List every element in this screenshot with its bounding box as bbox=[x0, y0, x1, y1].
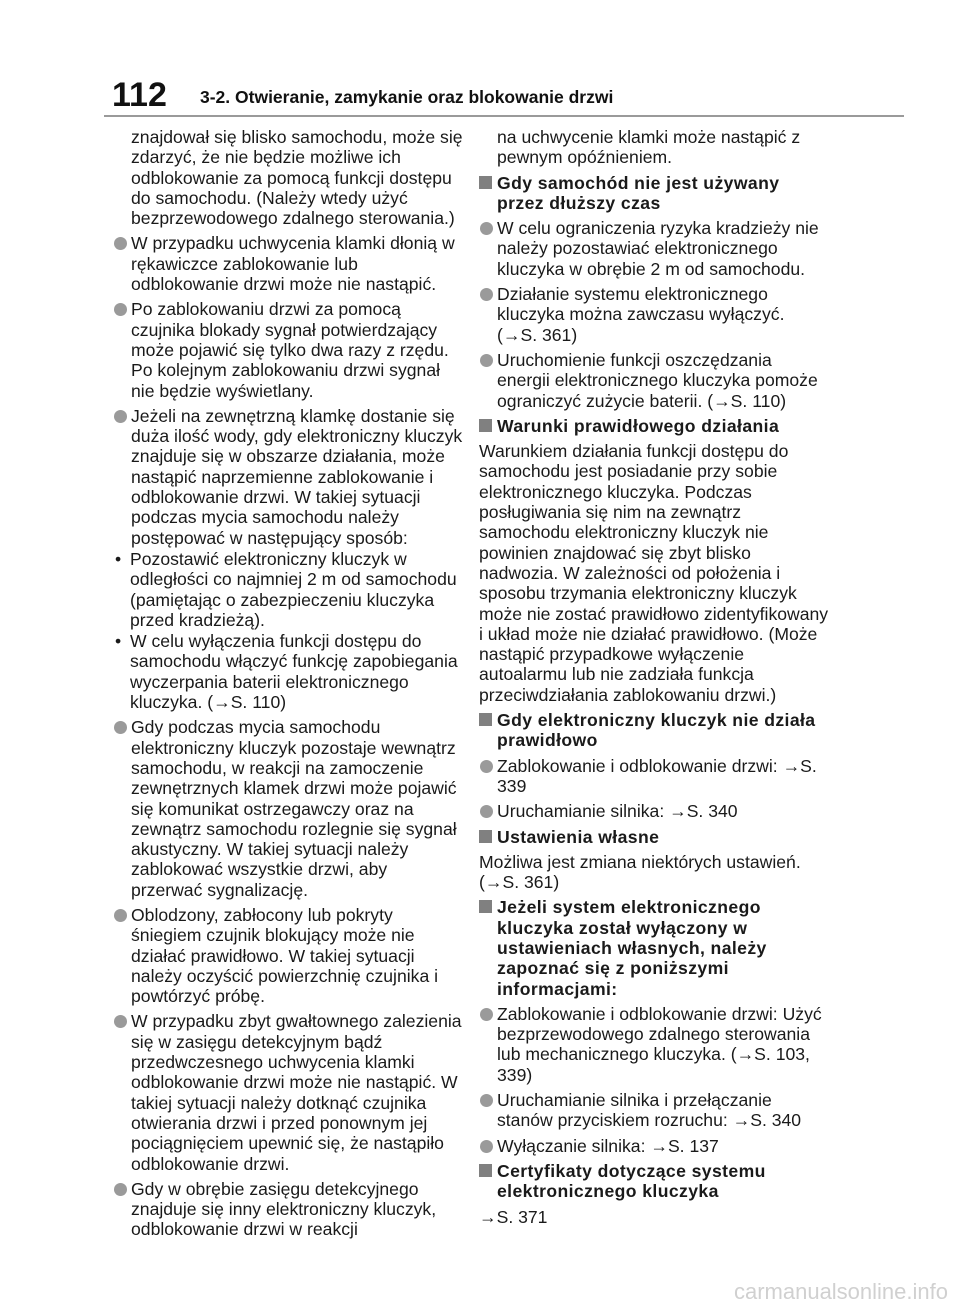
bullet-icon bbox=[480, 760, 493, 773]
body-paragraph: Warunkiem działania funkcji dostępu do samochodu jest posiadanie przy sobie elektronicznego kluczyka. Podczas posługiwania się nim na zewnątrz samochodu elektroniczny kluczyk nie powinien znajdować się zbyt blisko nadwozia. W zależności od położenia i sposobu trzymania elektroniczny kluczyk może nie zostać prawidłowo zidentyfikowany i układ może nie działać prawidłowo. (Może nastąpić przypadkowe wyłączenie autoalarmu lub nie zadziała funkcja przeciwdziałania zablokowaniu drzwi.) bbox=[479, 441, 829, 705]
bullet-text: Uruchomienie funkcji oszczędzania energii elektronicznego kluczyka pomoże ograniczyć zużycie baterii. (→S. 110) bbox=[497, 349, 818, 411]
page-header bbox=[0, 0, 960, 120]
heading-square-icon bbox=[479, 1164, 492, 1177]
heading-square-icon bbox=[479, 713, 492, 726]
heading-text: Gdy elektroniczny kluczyk nie działa prawidłowo bbox=[497, 710, 816, 751]
bullet-text: Gdy podczas mycia samochodu elektroniczny kluczyk pozostaje wewnątrz samochodu, w reakcji na zamoczenie zewnętrznych klamek drzwi może pojawić się komunikat ostrzegawczy oraz na zewnątrz samochodu rozlegnie się sygnał akustyczny. W takiej sytuacji należy zablokować wszystkie drzwi, aby przerwać sygnalizację. bbox=[131, 717, 457, 900]
heading-text: Certyfikaty dotyczące systemu elektronicznego kluczyka bbox=[497, 1160, 766, 1202]
bullet-icon bbox=[480, 805, 493, 818]
section-heading bbox=[479, 1161, 829, 1202]
continued-paragraph: na uchwycenie klamki może nastąpić z pewnym opóźnieniem. bbox=[497, 127, 801, 168]
sub-bullet-text: W celu wyłączenia funkcji dostępu do samochodu włączyć funkcję zapobiegania wyczerpania baterii elektronicznego kluczyka. (→S. 110) bbox=[130, 631, 458, 713]
heading-text: Jeżeli system elektronicznego kluczyka został wyłączony w ustawieniach własnych, należy zapoznać się z poniższymi informacjami: bbox=[497, 897, 767, 999]
bullet-item bbox=[113, 1011, 463, 1173]
bullet-item bbox=[113, 717, 463, 900]
section-heading bbox=[479, 710, 829, 751]
bullet-text: W przypadku zbyt gwałtownego zalezienia się w zasięgu detekcyjnym bądź przedwczesnego uchwycenia klamki odblokowanie drzwi może nie nastąpić. W takiej sytuacji należy dotknąć czujnika otwierania drzwi i przed ponownym jej pociągnięciem upewnić się, że nastąpiło odblokowanie drzwi. bbox=[131, 1011, 462, 1174]
body-paragraph: →S. 371 bbox=[479, 1206, 548, 1227]
bullet-item bbox=[113, 233, 463, 294]
sub-bullet-marker: • bbox=[115, 548, 122, 569]
bullet-text: Uruchamianie silnika i przełączanie stanów przyciskiem rozruchu: →S. 340 bbox=[497, 1090, 802, 1131]
section-heading bbox=[479, 416, 829, 436]
bullet-text: Zablokowanie i odblokowanie drzwi: →S. 339 bbox=[497, 755, 817, 796]
sub-bullet-item bbox=[113, 549, 463, 630]
sub-bullet-text: Pozostawić elektroniczny kluczyk w odległości co najmniej 2 m od samochodu (pamiętając o zabezpieczeniu kluczyka przed kradzieżą). bbox=[130, 548, 457, 630]
header-divider bbox=[104, 115, 904, 117]
bullet-text: W przypadku uchwycenia klamki dłonią w rękawiczce zablokowanie lub odblokowanie drzwi może nie nastąpić. bbox=[131, 233, 455, 295]
left-column bbox=[113, 127, 463, 1245]
bullet-item bbox=[113, 299, 463, 400]
right-column bbox=[479, 127, 829, 1232]
bullet-text: Oblodzony, zabłocony lub pokryty śniegiem czujnik blokujący może nie działać prawidłowo. W takiej sytuacji należy oczyścić powierzchnię czujnika i powtórzyć próbę. bbox=[131, 904, 439, 1007]
bullet-icon bbox=[480, 354, 493, 367]
bullet-icon bbox=[114, 410, 127, 423]
bullet-text: Po zablokowaniu drzwi za pomocą czujnika blokady sygnał potwierdzający może pojawić się tylko dwa razy z rzędu. Po kolejnym zablokowaniu drzwi sygnał nie będzie wyświetlany. bbox=[131, 299, 449, 401]
bullet-icon bbox=[480, 1140, 493, 1153]
bullet-item bbox=[113, 406, 463, 548]
bullet-icon bbox=[114, 303, 127, 316]
bullet-text: Działanie systemu elektronicznego kluczyka można zawczasu wyłączyć. (→S. 361) bbox=[497, 284, 785, 345]
bullet-item bbox=[479, 1136, 829, 1156]
bullet-text: Uruchamianie silnika: →S. 340 bbox=[497, 801, 738, 822]
bullet-icon bbox=[480, 288, 493, 301]
bullet-icon bbox=[114, 237, 127, 250]
heading-square-icon bbox=[479, 830, 492, 843]
bullet-item bbox=[479, 284, 829, 345]
bullet-text: Jeżeli na zewnętrzną klamkę dostanie się duża ilość wody, gdy elektroniczny kluczyk znajduje się w obszarze działania, może nastąpić naprzemienne zablokowanie i odblokowanie drzwi. W takiej sytuacji podczas mycia samochodu należy postępować w następujący sposób: bbox=[131, 405, 463, 548]
bullet-icon bbox=[114, 721, 127, 734]
sub-bullet-item bbox=[113, 631, 463, 712]
bullet-icon bbox=[114, 909, 127, 922]
heading-square-icon bbox=[479, 900, 492, 913]
bullet-text: W celu ograniczenia ryzyka kradzieży nie należy pozostawiać elektronicznego kluczyka w obrębie 2 m od samochodu. bbox=[497, 218, 819, 279]
bullet-icon bbox=[480, 1094, 493, 1107]
body-paragraph: Możliwa jest zmiana niektórych ustawień. (→S. 361) bbox=[479, 851, 801, 893]
page-number: 112 bbox=[112, 76, 167, 114]
section-heading bbox=[479, 173, 829, 214]
heading-square-icon bbox=[479, 176, 492, 189]
heading-text: Warunki prawidłowego działania bbox=[497, 415, 780, 436]
bullet-item bbox=[113, 905, 463, 1006]
section-title: 3-2. Otwieranie, zamykanie oraz blokowanie drzwi bbox=[200, 87, 614, 107]
bullet-icon bbox=[480, 1008, 493, 1021]
bullet-icon bbox=[114, 1015, 127, 1028]
watermark-text: carmanualsonline.info bbox=[733, 1279, 948, 1304]
continued-paragraph: znajdował się blisko samochodu, może się zdarzyć, że nie będzie możliwe ich odblokowanie za pomocą funkcji dostępu do samochodu. (Należy wtedy użyć bezprzewodowego zdalnego sterowania.) bbox=[131, 127, 463, 229]
heading-text: Gdy samochód nie jest używany przez dłuższy czas bbox=[497, 172, 780, 213]
bullet-icon bbox=[480, 222, 493, 235]
bullet-item bbox=[479, 350, 829, 411]
bullet-icon bbox=[114, 1183, 127, 1196]
bullet-text: Zablokowanie i odblokowanie drzwi: Użyć bezprzewodowego zdalnego sterowania lub mechanicznego kluczyka. (→S. 103, 339) bbox=[497, 1003, 822, 1085]
heading-square-icon bbox=[479, 419, 492, 432]
sub-bullet-marker: • bbox=[115, 631, 122, 652]
bullet-item bbox=[113, 1179, 463, 1240]
bullet-item bbox=[479, 1090, 829, 1131]
bullet-item bbox=[479, 218, 829, 279]
bullet-item bbox=[479, 1004, 829, 1085]
bullet-text: Wyłączanie silnika: →S. 137 bbox=[497, 1135, 719, 1156]
bullet-item bbox=[479, 756, 829, 797]
section-heading bbox=[479, 897, 829, 998]
section-heading bbox=[479, 827, 829, 847]
bullet-text: Gdy w obrębie zasięgu detekcyjnego znajduje się inny elektroniczny kluczyk, odblokowanie drzwi w reakcji bbox=[131, 1178, 437, 1240]
heading-text: Ustawienia własne bbox=[497, 826, 660, 847]
bullet-item bbox=[479, 801, 829, 821]
